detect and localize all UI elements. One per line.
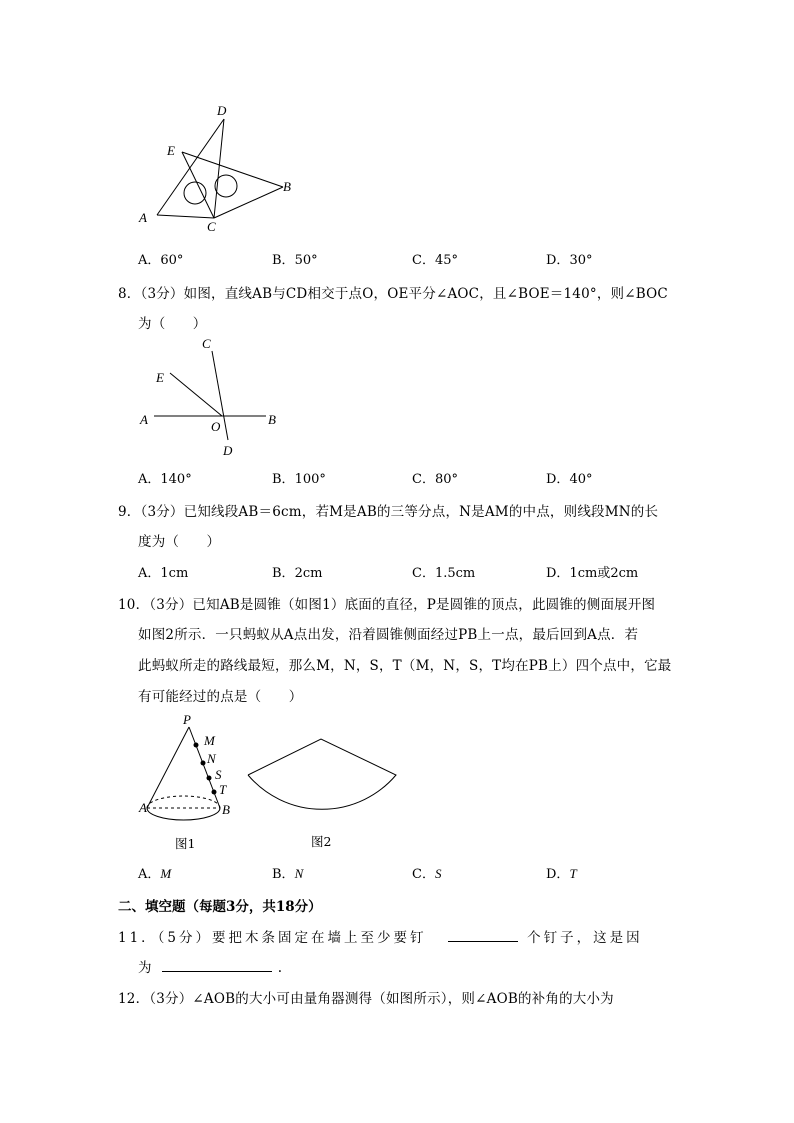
q9-option-d[interactable]: D．1cm或2cm (546, 566, 639, 581)
q8-option-a[interactable]: A．140° (138, 472, 192, 487)
q8-stem-line2: 为（ ） (138, 316, 207, 332)
q7-option-b[interactable]: B．50° (272, 253, 318, 268)
q11-text-part2: 个钉子，这是因 (527, 930, 643, 946)
figure1-caption: 图1 (175, 836, 196, 851)
q11-stem-line1 (118, 926, 643, 946)
q10-option-d[interactable]: D．T (546, 866, 577, 882)
figure2-caption: 图2 (311, 834, 332, 849)
label-B: B (268, 412, 276, 427)
q10-stem-line2: 如图2所示．一只蚂蚁从A点出发，沿着圆锥侧面经过PB上一点，最后回到A点．若 (138, 627, 639, 643)
label-B: B (283, 179, 291, 194)
q7-option-a[interactable]: A．60° (138, 253, 184, 268)
label-E: E (167, 143, 175, 158)
label-S: S (215, 767, 222, 782)
q7-option-c[interactable]: C．45° (412, 253, 458, 268)
q9-option-c[interactable]: C．1.5cm (412, 566, 476, 581)
label-E: E (156, 370, 164, 385)
label-B: B (222, 802, 230, 817)
q9-option-a[interactable]: A．1cm (138, 566, 189, 581)
label-P: P (183, 712, 191, 727)
q10-stem-line3: 此蚂蚁所走的路线最短，那么M，N，S，T（M，N，S，T均在PB上）四个点中，它最 (138, 658, 672, 674)
q10-stem-line4: 有可能经过的点是（ ） (138, 689, 303, 705)
q11-stem-line2 (138, 956, 282, 976)
label-O: O (211, 419, 221, 434)
q9-stem-line1: 9．（3分）已知线段AB＝6cm，若M是AB的三等分点，N是AM的中点，则线段MN的长 (118, 504, 659, 520)
label-T: T (219, 782, 227, 797)
q7-option-d[interactable]: D．30° (546, 253, 593, 268)
label-A: A (139, 210, 147, 225)
q8-option-c[interactable]: C．80° (412, 472, 458, 487)
q11-text-part3: 为 (138, 960, 152, 976)
sector-outline (248, 739, 396, 809)
label-D: D (217, 103, 227, 118)
q10-option-b[interactable]: B．N (272, 866, 304, 882)
q8-option-d[interactable]: D．40° (546, 472, 593, 487)
q8-option-b[interactable]: B．100° (272, 472, 326, 487)
q11-blank1[interactable] (448, 929, 518, 942)
label-C: C (207, 219, 216, 234)
q11-text-part1: 11．（5分）要把木条固定在墙上至少要钉 (118, 930, 427, 946)
q9-option-b[interactable]: B．2cm (272, 566, 323, 581)
label-D: D (223, 443, 233, 458)
label-A: A (139, 800, 147, 815)
q8-stem-line1: 8．（3分）如图，直线AB与CD相交于点O，OE平分∠AOC，且∠BOE＝140°，则∠BOC (118, 286, 668, 302)
q11-blank2[interactable] (162, 959, 272, 972)
label-C: C (202, 336, 211, 351)
q10-option-c[interactable]: C．S (412, 866, 442, 882)
label-A: A (140, 412, 148, 427)
q10-option-a[interactable]: A．M (138, 866, 172, 882)
label-N: N (207, 751, 216, 766)
q12-stem-line1: 12．（3分）∠AOB的大小可由量角器测得（如图所示），则∠AOB的补角的大小为 (118, 991, 614, 1007)
q11-text-part4: . (277, 960, 283, 976)
q10-stem-line1: 10．（3分）已知AB是圆锥（如图1）底面的直径，P是圆锥的顶点，此圆锥的侧面展开图 (118, 597, 656, 613)
label-M: M (204, 733, 215, 748)
section-title-fill-in: 二、填空题（每题3分，共18分） (118, 899, 322, 915)
q9-stem-line2: 度为（ ） (138, 534, 221, 550)
